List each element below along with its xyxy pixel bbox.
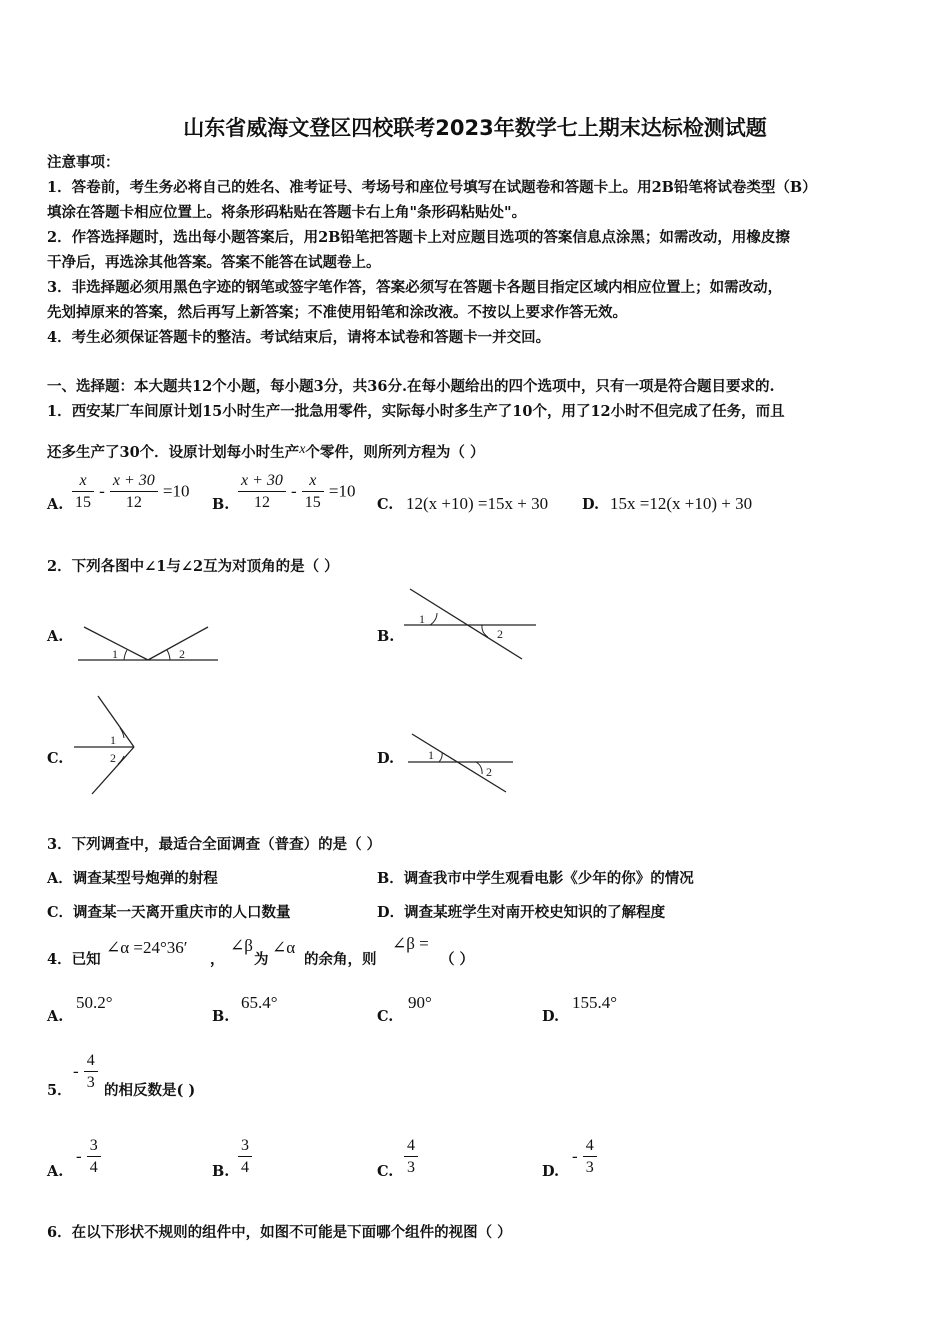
notice-line: 填涂在答题卡相应位置上。将条形码粘贴在答题卡右上角"条形码粘贴处"。 [47,204,527,221]
q4-prefix: 4．已知 [47,951,101,968]
q4-option-c-value: 90° [408,993,432,1012]
q1-option-c-equation: 12(x +10) =15x + 30 [406,494,549,513]
q4-paren: （ ） [440,951,475,968]
q3-option-d: D．调查某班学生对南开校史知识的了解程度 [377,904,666,921]
notice-line: 先划掉原来的答案，然后再写上新答案；不准使用铅笔和涂改液。不按以上要求作答无效。 [47,304,627,321]
svg-text:2: 2 [110,751,116,765]
q4-alpha: ∠α [272,938,296,957]
q5-stem: 的相反数是( ) [104,1082,196,1099]
notice-heading: 注意事项： [47,154,120,171]
q4-option-b-value: 65.4° [241,993,278,1012]
q3-option-c: C．调查某一天离开重庆市的人口数量 [47,904,291,921]
notice-line: 3．非选择题必须用黑色字迹的钢笔或签字笔作答，答案必须写在答题卡各题目指定区域内相应位置上；如需改动， [47,279,783,296]
q5-option-b-value: $\frac{3}{4}$ [238,1137,252,1177]
q4-option-d-value: 155.4° [572,993,618,1012]
q2-option-d-label: D. [377,750,395,767]
q1-stem-line2: 还多生产了30个．设原计划每小时生产x个零件，则所列方程为（ ） [47,442,485,461]
q2-option-c-label: C. [47,750,64,767]
q1-option-b-label: B. [212,496,230,513]
q2-option-a-label: A. [47,628,64,645]
q4-beta-eq: ∠β = [392,934,429,953]
q5-option-d-value: - $\frac{4}{3}$ [572,1137,597,1177]
svg-text:1: 1 [428,748,434,762]
notice-line: 干净后，再选涂其他答案。答案不能答在试题卷上。 [47,254,381,271]
page-title: 山东省威海文登区四校联考2023年数学七上期末达标检测试题 [183,116,767,140]
q2-figure-d [404,728,519,798]
svg-text:2: 2 [179,647,185,661]
q5-option-c-label: C. [377,1163,394,1180]
section-heading: 一、选择题：本大题共12个小题，每小题3分，共36分.在每小题给出的四个选项中，只有一项是符合题目要求的. [47,378,775,395]
notice-line: 4．考生必须保证答题卡的整洁。考试结束后，请将本试卷和答题卡一并交回。 [47,329,551,346]
q2-option-b-label: B. [377,628,395,645]
q1-option-d-equation: 15x =12(x +10) + 30 [610,494,753,513]
q2-figure-c [72,694,147,796]
q4-alpha-expression: ∠α =24°36′ [106,938,188,957]
q5-option-b-label: B. [212,1163,230,1180]
notice-line: 2．作答选择题时，选出每小题答案后，用2B铅笔把答题卡上对应题目选项的答案信息点涂黑；如需改动，用橡皮擦 [47,229,790,246]
q3-option-a: A．调查某型号炮弹的射程 [47,870,218,887]
q4-option-c-label: C. [377,1008,394,1025]
q4-suffix: 的余角，则 [304,951,377,968]
q4-beta: ∠β [230,936,253,955]
q5-option-c-value: $\frac{4}{3}$ [404,1137,418,1177]
q5-number: 5． [47,1082,72,1099]
q1-option-c-label: C. [377,496,394,513]
q5-option-d-label: D. [542,1163,560,1180]
q4-option-a-label: A. [47,1008,64,1025]
q2-figure-a [72,615,222,667]
q1-option-a-equation: $\frac{x}{15}$ - $\frac{x + 30}{12}$ =10 [72,472,189,512]
q5-option-a-label: A. [47,1163,64,1180]
svg-text:1: 1 [112,647,118,661]
q4-option-d-label: D. [542,1008,560,1025]
q1-stem-line1: 1．西安某厂车间原计划15小时生产一批急用零件，实际每小时多生产了10个，用了12小时不但完成了任务，而且 [47,403,785,420]
q4-option-a-value: 50.2° [76,993,113,1012]
q4-comma: ， [210,951,225,968]
q3-option-b: B．调查我市中学生观看电影《少年的你》的情况 [377,870,694,887]
q4-mid: 为 [254,951,269,968]
q1-option-a-label: A. [47,496,64,513]
svg-text:2: 2 [486,765,492,779]
notice-line: 1．答卷前，考生务必将自己的姓名、准考证号、考场号和座位号填写在试题卷和答题卡上。用2B铅笔将试卷类型（B） [47,179,817,196]
q5-expression: - $\frac{4}{3}$ [73,1052,98,1092]
q1-option-b-equation: $\frac{x + 30}{12}$ - $\frac{x}{15}$ =10 [238,472,355,512]
q2-stem: 2．下列各图中∠1与∠2互为对顶角的是（ ） [47,558,339,575]
q4-option-b-label: B. [212,1008,230,1025]
svg-text:2: 2 [497,627,503,641]
q3-stem: 3．下列调查中，最适合全面调查（普查）的是（ ） [47,836,382,853]
svg-text:1: 1 [419,612,425,626]
q2-figure-b [400,585,540,665]
svg-text:1: 1 [110,733,116,747]
q5-option-a-value: - $\frac{3}{4}$ [76,1137,101,1177]
q6-stem: 6．在以下形状不规则的组件中，如图不可能是下面哪个组件的视图（ ） [47,1224,512,1241]
q1-option-d-label: D. [582,496,600,513]
